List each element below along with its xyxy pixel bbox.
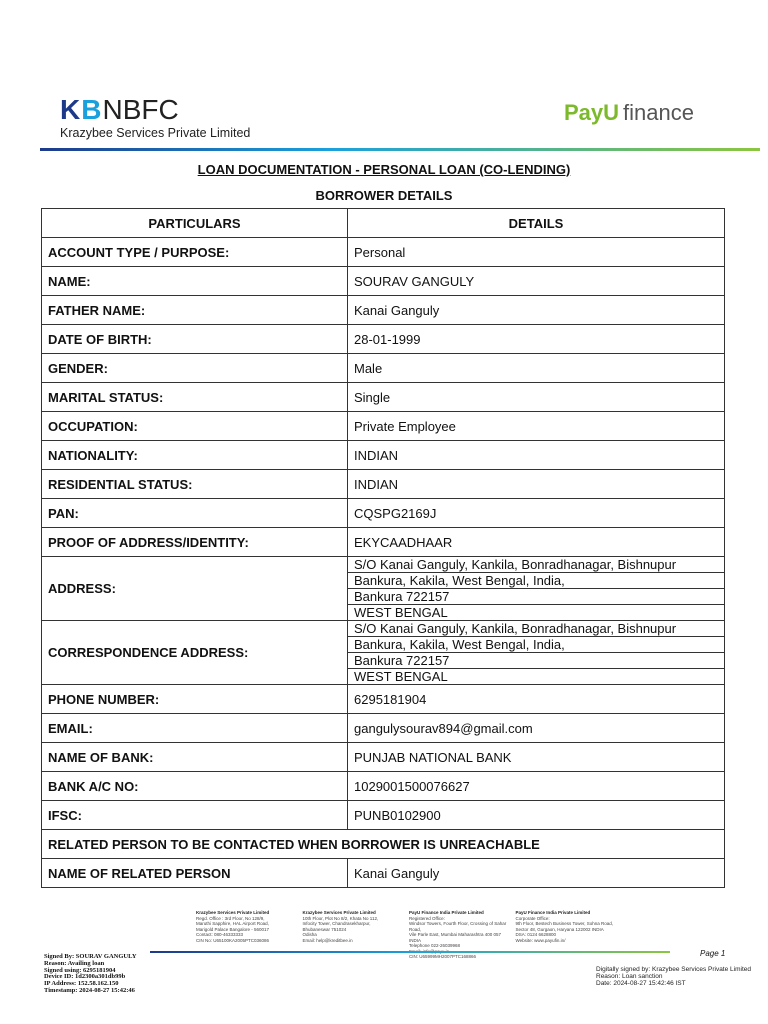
signature-line: Reason: Availing loan (44, 959, 105, 967)
address-line: S/O Kanai Ganguly, Kankila, Bonradhanagar, Bishnupur (348, 557, 725, 573)
kbnbfc-wordmark (60, 96, 250, 124)
correspondence-row (42, 621, 725, 637)
row-label: OCCUPATION: (42, 412, 348, 441)
row-value: PUNJAB NATIONAL BANK (348, 743, 725, 772)
row-value: EKYCAADHAAR (348, 528, 725, 557)
row-value: 28-01-1999 (348, 325, 725, 354)
footer-line-text: Sector 48, Gurgaon, Haryana 122002 INDIA (515, 926, 604, 932)
row-value: 6295181904 (348, 685, 725, 714)
correspondence-line: S/O Kanai Ganguly, Kankila, Bonradhanagar, Bishnupur (348, 621, 725, 637)
table-row (42, 714, 725, 743)
row-value: gangulysourav894@gmail.com (348, 714, 725, 743)
page-number: Page 1 (700, 949, 726, 958)
footer-line-text: CIN: U65999MH2007PTC168866 (409, 954, 477, 959)
footer-line-text: Registered Office: (409, 915, 445, 921)
table-row (42, 296, 725, 325)
row-label: PHONE NUMBER: (42, 685, 348, 714)
related-person-heading: RELATED PERSON TO BE CONTACTED WHEN BORROWER IS UNREACHABLE (42, 830, 725, 859)
row-value: Personal (348, 238, 725, 267)
footer-line-text: Maruthi Sapphire, HAL Airport Road, (196, 921, 269, 926)
footer-line-text: 9th Floor, Bestech Business Tower, Sohna Road, (515, 921, 613, 926)
payu-logo-finance: finance (623, 100, 694, 125)
footer-column (196, 910, 297, 946)
document-title: LOAN DOCUMENTATION - PERSONAL LOAN (CO-LENDING) (197, 162, 571, 177)
footer-addresses (196, 910, 616, 959)
footer-line-text: Vile Parle East, Mumbai Maharashtra 400 057 INDIA (409, 932, 501, 943)
row-value: Male (348, 354, 725, 383)
row-label: EMAIL: (42, 714, 348, 743)
footer-column (516, 910, 617, 946)
table-row (42, 267, 725, 296)
row-label: FATHER NAME: (42, 296, 348, 325)
row-label: IFSC: (42, 801, 348, 830)
row-value: Kanai Ganguly (348, 296, 725, 325)
table-row (42, 801, 725, 830)
related-person-value: Kanai Ganguly (348, 859, 725, 888)
borrower-details-table (41, 208, 725, 888)
table-row (42, 354, 725, 383)
table-row (42, 383, 725, 412)
correspondence-label: CORRESPONDENCE ADDRESS: (42, 621, 348, 685)
borrower-signature-block (44, 954, 137, 995)
row-value: Private Employee (348, 412, 725, 441)
table-row (42, 685, 725, 714)
table-row (42, 325, 725, 354)
kb-logo-b: B (81, 94, 103, 125)
footer-line-text: Email: help@kreditbee.in (302, 937, 353, 943)
table-row (42, 859, 725, 888)
signature-line: Date: 2024-08-27 15:42:46 IST (596, 980, 686, 987)
table-row (42, 441, 725, 470)
table-row (42, 772, 725, 801)
kb-logo-nbfc: NBFC (102, 94, 179, 125)
address-line: Bankura 722157 (348, 589, 725, 605)
page-header (0, 0, 768, 150)
signature-line: Signed using: 6295181904 (44, 966, 116, 974)
footer-line-text: Regd. Office : 3rd Floor, No 128/9, (196, 915, 265, 921)
address-row (42, 557, 725, 573)
related-person-label: NAME OF RELATED PERSON (42, 859, 348, 888)
address-line: WEST BENGAL (348, 605, 725, 621)
table-row (42, 412, 725, 441)
table-row (42, 470, 725, 499)
kb-logo-k: K (60, 94, 82, 125)
footer-line-text: DSA: 0124 6628800 (515, 932, 557, 937)
krazybee-logo (60, 96, 250, 140)
row-label: NATIONALITY: (42, 441, 348, 470)
footer-line-text: 10th Floor, Plot No 8/2, Khata No 112, (302, 915, 379, 921)
row-label: BANK A/C NO: (42, 772, 348, 801)
footer-line-text: Infocity Tower, Chandrasekharpur, (302, 921, 371, 926)
row-value: INDIAN (348, 441, 725, 470)
table-row (42, 528, 725, 557)
krazybee-subtitle: Krazybee Services Private Limited (60, 126, 251, 140)
signature-line: Timestamp: 2024-08-27 15:42:46 (44, 986, 135, 994)
row-label: NAME OF BANK: (42, 743, 348, 772)
footer-column-heading: Krazybee Services Private Limited (302, 910, 376, 915)
correspondence-line: WEST BENGAL (348, 669, 725, 685)
footer-line-text: Website: www.payufin.in/ (515, 937, 566, 943)
footer-column (409, 910, 510, 959)
footer-column-heading: Krazybee Services Private Limited (196, 910, 270, 915)
signature-line: Digitally signed by: Krazybee Services Private Limited (596, 966, 751, 973)
header-divider (40, 148, 760, 151)
footer-line-text: Contact: 080-46333333 (196, 932, 244, 937)
signature-line: IP Address: 152.58.162.150 (44, 980, 119, 988)
signature-line: Device ID: 1d2300a301db99b (44, 973, 126, 981)
row-label: NAME: (42, 267, 348, 296)
row-value: CQSPG2169J (348, 499, 725, 528)
payu-logo-u: U (603, 100, 620, 125)
table-row (42, 499, 725, 528)
lender-signature-block (596, 966, 751, 987)
correspondence-line: Bankura 722157 (348, 653, 725, 669)
table-row (42, 238, 725, 267)
section-title: BORROWER DETAILS (315, 188, 453, 203)
row-label: PAN: (42, 499, 348, 528)
payu-finance-logo (564, 100, 694, 126)
footer-divider (150, 951, 670, 953)
footer-line-text: Windsor Towers, Fourth Floor, Crossing of Sahar Road, (409, 921, 507, 932)
header-particulars: PARTICULARS (42, 209, 348, 238)
row-label: RESIDENTIAL STATUS: (42, 470, 348, 499)
address-label: ADDRESS: (42, 557, 348, 621)
related-heading-row (42, 830, 725, 859)
footer-line-text: Bhubaneswar 751024 (302, 926, 347, 932)
footer-line-text: Odisha (302, 932, 317, 937)
row-value: 1029001500076627 (348, 772, 725, 801)
footer-line-text: Corporate Office: (515, 915, 550, 921)
correspondence-line: Bankura, Kakila, West Bengal, India, (348, 637, 725, 653)
footer-column-heading: PayU Finance India Private Limited (515, 910, 591, 915)
row-label: GENDER: (42, 354, 348, 383)
row-label: DATE OF BIRTH: (42, 325, 348, 354)
footer-column-heading: PayU Finance India Private Limited (409, 910, 484, 915)
signature-line: Signed By: SOURAV GANGULY (44, 953, 137, 960)
row-value: SOURAV GANGULY (348, 267, 725, 296)
footer-column (303, 910, 404, 946)
row-label: ACCOUNT TYPE / PURPOSE: (42, 238, 348, 267)
row-label: PROOF OF ADDRESS/IDENTITY: (42, 528, 348, 557)
signature-line: Reason: Loan sanction (596, 973, 663, 980)
address-line: Bankura, Kakila, West Bengal, India, (348, 573, 725, 589)
row-value: Single (348, 383, 725, 412)
header-details: DETAILS (348, 209, 725, 238)
row-value: INDIAN (348, 470, 725, 499)
footer-line-text: Telephone 022-26039968 (409, 943, 461, 948)
footer-line-text: Marigold Palace Bangalore - 560017 (196, 926, 270, 932)
table-row (42, 743, 725, 772)
row-label: MARITAL STATUS: (42, 383, 348, 412)
footer-line-text: CIN No: U65100KA2005PTC036086 (196, 937, 270, 943)
table-header-row (42, 209, 725, 238)
payu-logo-pay: Pay (564, 100, 604, 125)
row-value: PUNB0102900 (348, 801, 725, 830)
